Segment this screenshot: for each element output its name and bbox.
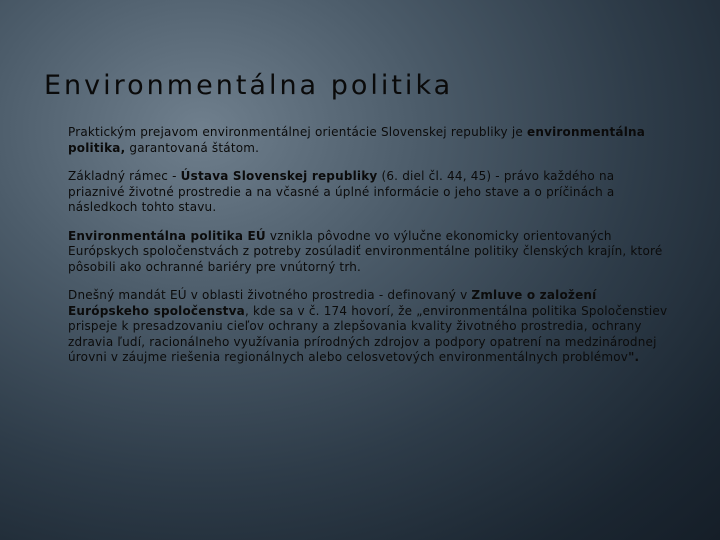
paragraph-3 xyxy=(68,229,673,276)
paragraph-1 xyxy=(68,125,673,156)
paragraph-2-text-1: Základný rámec - xyxy=(68,169,181,183)
paragraph-2 xyxy=(68,169,673,216)
paragraph-4 xyxy=(68,288,673,366)
paragraph-1-bold-1: environmentálna politika, xyxy=(68,125,646,155)
slide-body xyxy=(68,125,673,379)
paragraph-1-text-2: garantovaná štátom. xyxy=(125,140,260,155)
slide-title: Environmentálna politika xyxy=(44,70,454,101)
paragraph-3-text-1: vznikla pôvodne vo výlučne ekonomicky orientovaných Európskych spoločenstvách z potreby zosúladiť environmentálne politiky členských krajín, ktoré pôsobili ako ochranné bariéry pre vnútorný trh. xyxy=(68,228,663,274)
paragraph-4-bold-2: ". xyxy=(628,350,640,364)
paragraph-4-text-2: , kde sa v č. 174 hovorí, že „environmentálna politika Spoločenstiev prispeje k presadzovaniu cieľov ochrany a zlepšovania kvality životného prostredia, ochrany zdravia ľudí, racionálneho využívania prírodných zdrojov a podpory opatrení na medzinárodnej úrovni v záujme riešenia regionálnych alebo celosvetových environmentálnych problémov xyxy=(68,303,668,364)
paragraph-4-text-1: Dnešný mandát EÚ v oblasti životného prostredia - definovaný v xyxy=(68,288,472,302)
paragraph-2-text-2: (6. diel čl. 44, 45) - právo každého na priaznivé životné prostredie a na včasné a úplné informácie o jeho stave a o príčinách a následkoch tohto stavu. xyxy=(68,169,615,214)
paragraph-2-bold-1: Ústava Slovenskej republiky xyxy=(180,169,378,183)
paragraph-1-text-1: Praktickým prejavom environmentálnej orientácie Slovenskej republiky je xyxy=(68,125,527,139)
paragraph-3-bold-1: Environmentálna politika EÚ xyxy=(68,228,266,243)
paragraph-4-bold-1: Zmluve o založení Európskeho spoločenstva xyxy=(68,288,597,318)
